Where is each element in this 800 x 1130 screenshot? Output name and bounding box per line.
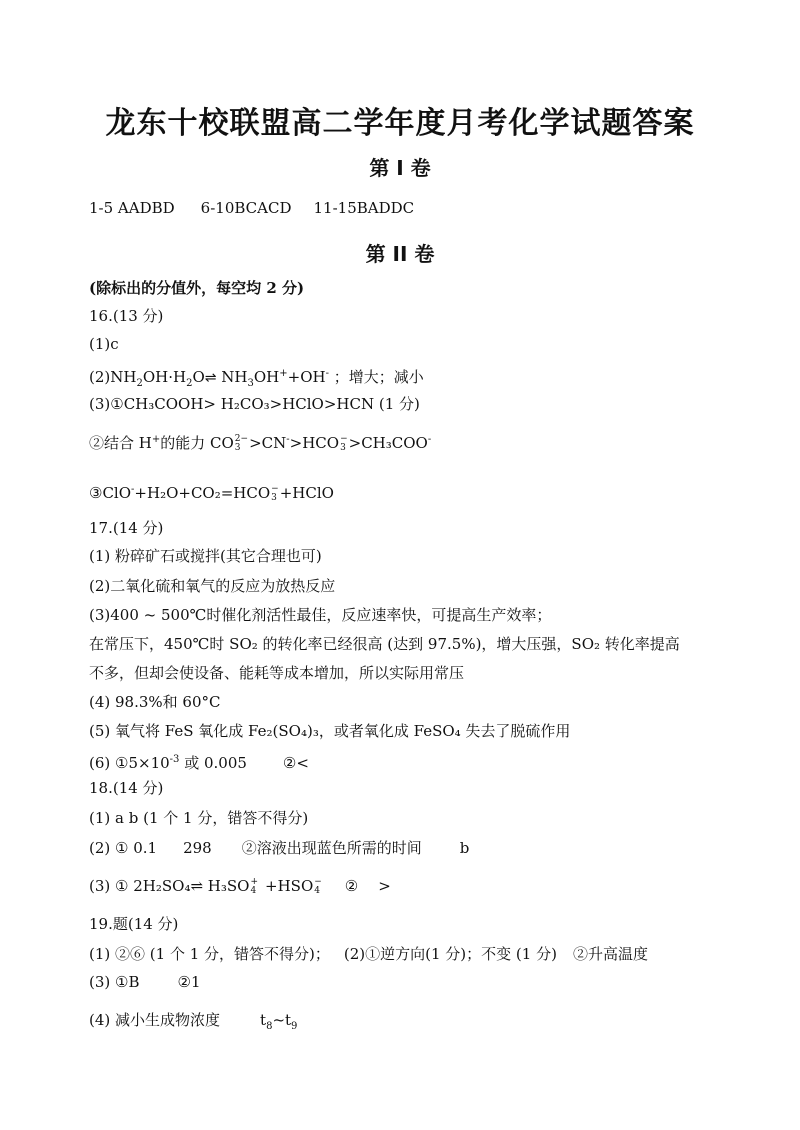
q16-line-3: (3)①CH₃COOH> H₂CO₃>HClO>HCN (1 分) [89, 395, 420, 413]
q17-line-3: (3)400 ~ 500℃时催化剂活性最佳，反应速率快，可提高生产效率； [89, 606, 552, 624]
q17-line-2: (2)二氧化硫和氧气的反应为放热反应 [89, 577, 336, 595]
mc-group-3: 11-15BADDC [313, 199, 415, 217]
q18-heading: 18.(14 分) [89, 779, 164, 797]
q19-line-1: (1) ②⑥ (1 个 1 分，错答不得分)； (2)①逆方向(1 分)；不变 (1 分) ②升高温度 [89, 945, 648, 963]
q16-line-2: $(2)NH_2OH\cdot H_2O\rightleftharpoons$ $NH_3OH^++OH^-$ ；增大；减小 [89, 368, 424, 389]
q19-line-3: (4) 减小生成物浓度 $t_8\sim t_9$ [89, 1011, 298, 1032]
volume-1-heading: 第 I 卷 [369, 156, 431, 180]
q17-line-5: 不多，但却会使设备、能耗等成本增加，所以实际用常压 [89, 664, 465, 682]
q16-line-1: (1)c [89, 335, 119, 353]
q16-heading: 16.(13 分) [89, 307, 164, 325]
q19-line-2: (3) ①B ②1 [89, 973, 201, 991]
q18-line-2: (2) ① 0.1 298 ②溶液出现蓝色所需的时间 b [89, 839, 470, 857]
page-title: 龙东十校联盟高二学年度月考化学试题答案 [105, 106, 695, 141]
q17-line-7: (5) 氧气将 FeS 氧化成 Fe₂(SO₄)₃，或者氧化成 FeSO₄ 失去了脱硫作用 [89, 722, 571, 740]
equilibrium-arrow: ⇌ [204, 370, 217, 386]
q18-line-1: (1) a b (1 个 1 分，错答不得分) [89, 809, 309, 827]
q17-line-8: (6) $①5\times 10^{-3}$ 或 0.005 ②< [89, 754, 309, 772]
q16-line-5: ③ClO-+H₂O+CO₂=HCO − 3 +HClO [89, 484, 334, 503]
multiple-choice-answers [89, 198, 414, 218]
q17-line-1: (1) 粉碎矿石或搅拌(其它合理也可) [89, 547, 322, 565]
q17-line-6: (4) 98.3%和 60°C [89, 693, 221, 711]
scoring-note: (除标出的分值外，每空均 2 分) [89, 279, 305, 297]
q17-line-4: 在常压下，450℃时 SO₂ 的转化率已经很高 (达到 97.5%)，增大压强，SO₂ 转化率提高 [89, 635, 680, 653]
q16-line-4: ②结合 H+的能力 CO 2− 3 >CN->HCO − 3 >CH₃COO- [89, 434, 432, 453]
q17-heading: 17.(14 分) [89, 519, 164, 537]
q18-line-3: (3) ① 2H₂SO₄⇌ H₃SO + 4 +HSO − 4 ② > [89, 877, 391, 896]
volume-2-heading: 第 II 卷 [365, 242, 435, 266]
mc-group-2: 6-10BCACD [200, 199, 292, 217]
q19-heading: 19.题(14 分) [89, 915, 179, 933]
mc-group-1: 1-5 AADBD [89, 199, 175, 217]
